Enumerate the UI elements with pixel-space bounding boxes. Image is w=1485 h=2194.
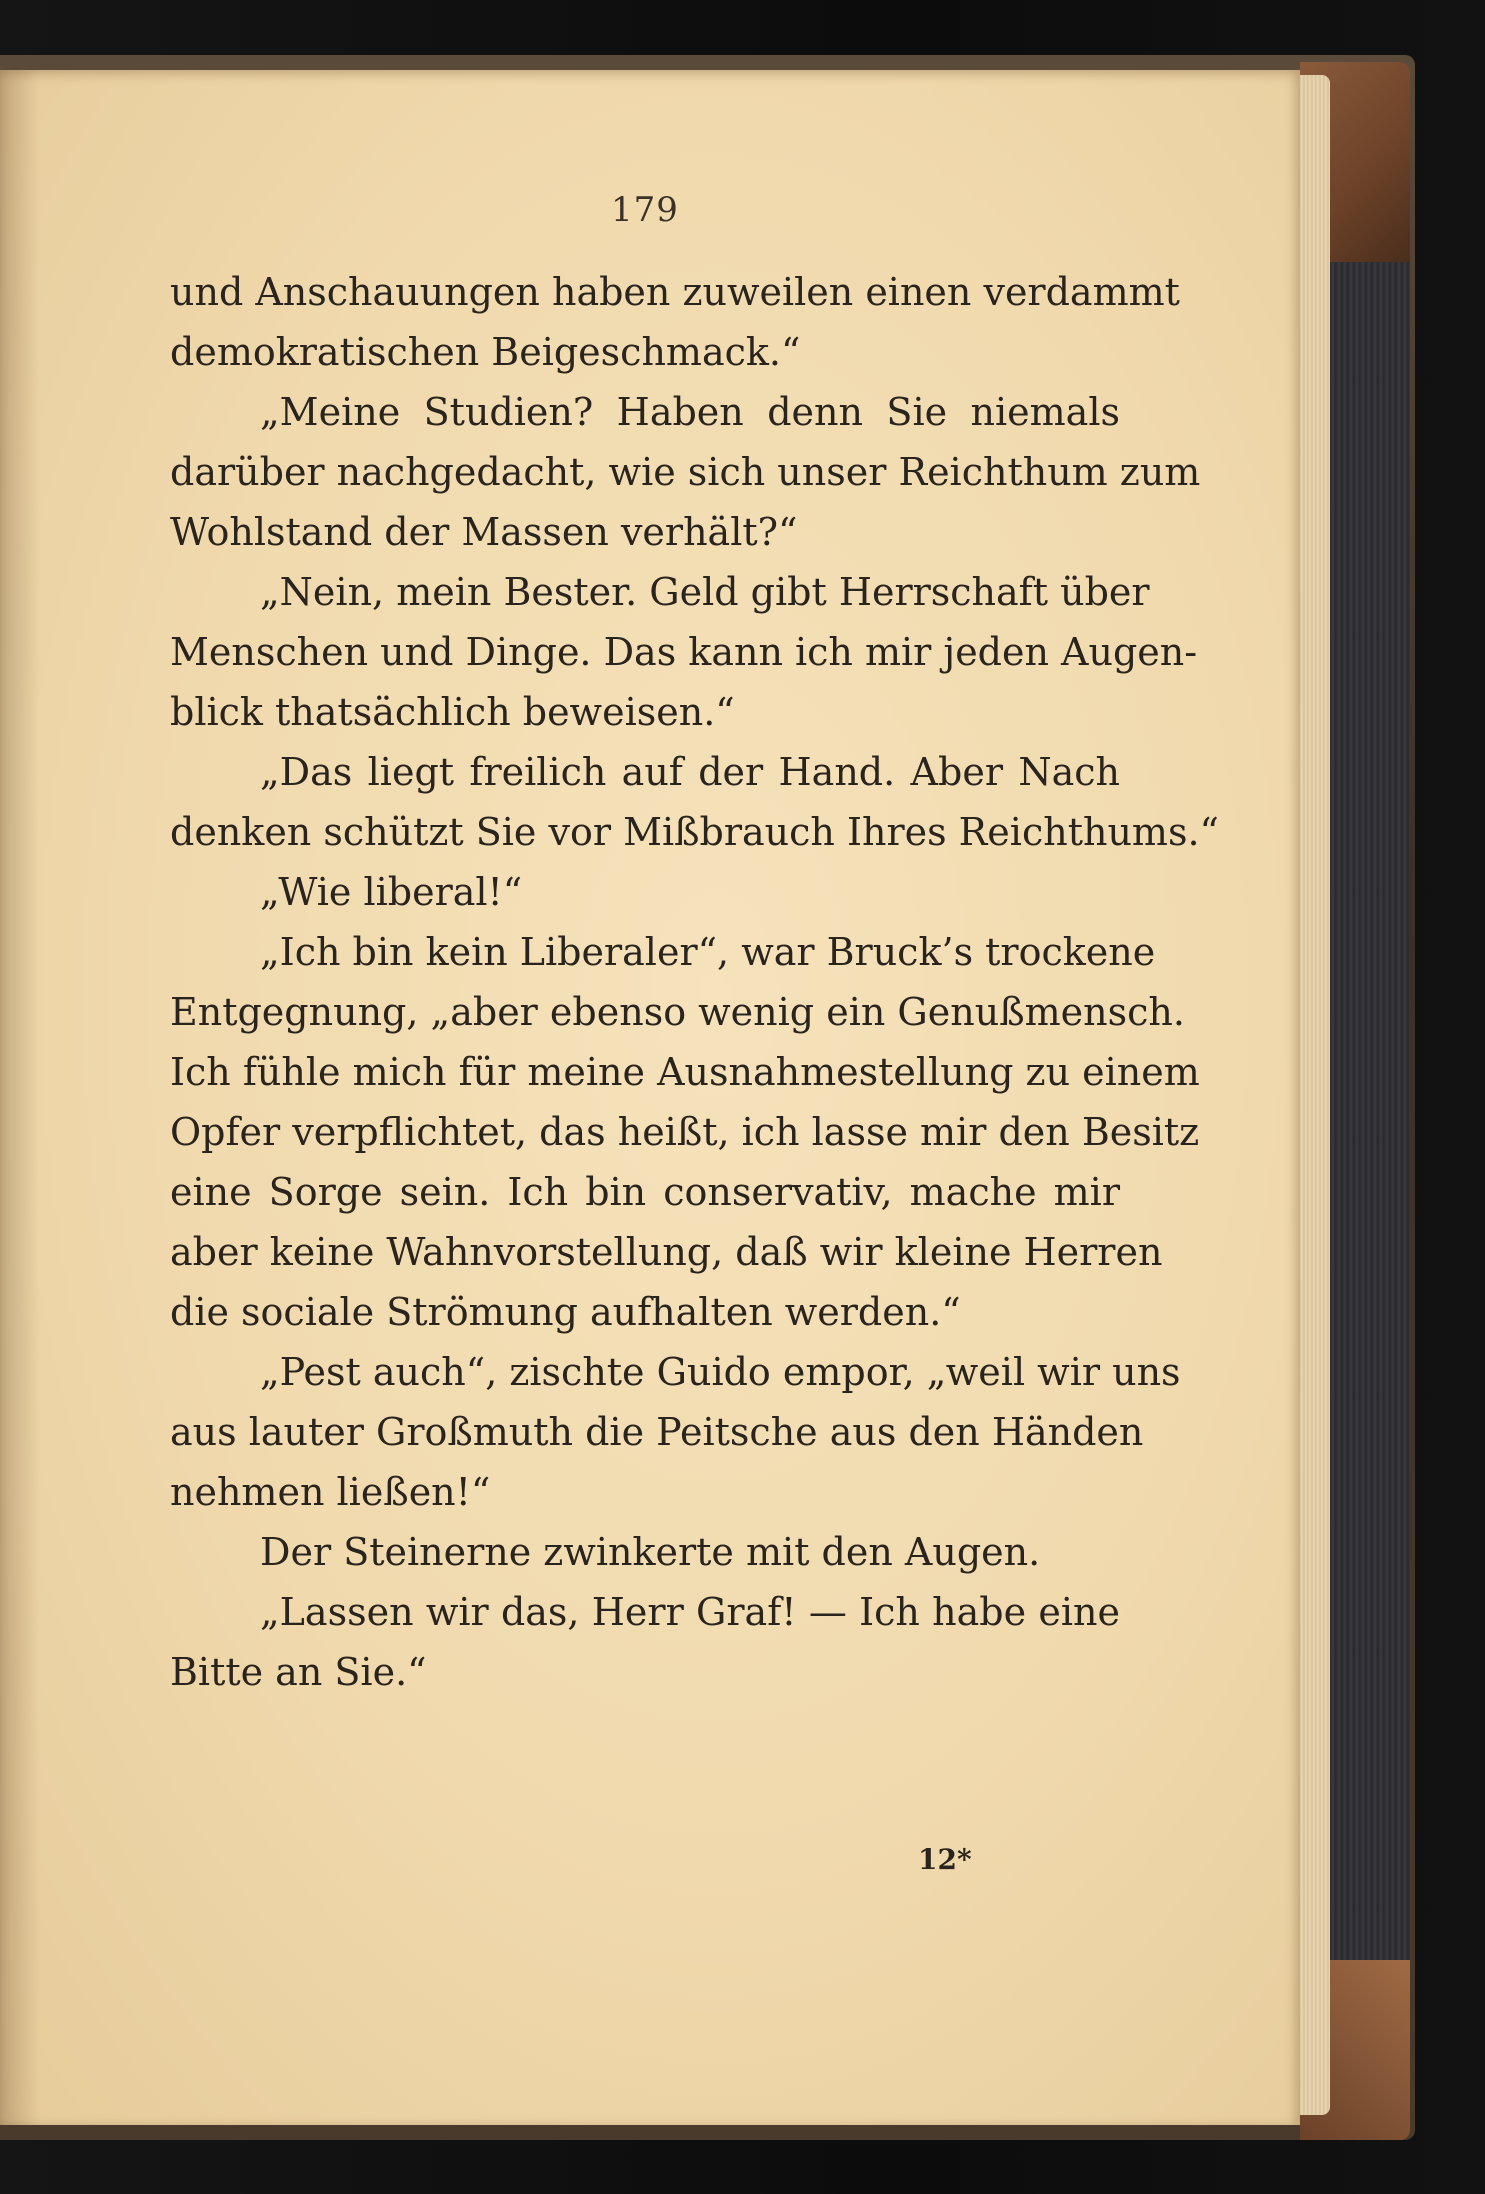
text-line: eine Sorge sein. Ich bin conservativ, mache mir (170, 1170, 1120, 1214)
text-line: Der Steinerne zwinkerte mit den Augen. (260, 1530, 1041, 1574)
signature-mark: 12* (918, 1843, 972, 1876)
text-line: „Lassen wir das, Herr Graf! — Ich habe eine (260, 1590, 1120, 1634)
text-line: „Nein, mein Bester. Geld gibt Herrschaft über (260, 570, 1150, 614)
text-line: nehmen ließen!“ (170, 1470, 491, 1514)
text-line: darüber nachgedacht, wie sich unser Reichthum zum (170, 450, 1201, 494)
cover-edge-strip (1330, 250, 1410, 1970)
text-line: und Anschauungen haben zuweilen einen verdammt (170, 270, 1180, 314)
text-line: blick thatsächlich beweisen.“ (170, 690, 735, 734)
gutter-shadow (0, 70, 40, 2125)
text-line: die sociale Strömung aufhalten werden.“ (170, 1290, 961, 1334)
text-line: Bitte an Sie.“ (170, 1650, 427, 1694)
page-number: 179 (611, 190, 679, 230)
text-line: „Pest auch“, zischte Guido empor, „weil wir uns (260, 1350, 1181, 1394)
text-line: demokratischen Beigeschmack.“ (170, 330, 801, 374)
body-text (170, 262, 1219, 1702)
text-line: aber keine Wahnvorstellung, daß wir kleine Herren (170, 1230, 1163, 1274)
text-line: Opfer verpflichtet, das heißt, ich lasse mir den Besitz (170, 1110, 1200, 1154)
text-line: aus lauter Großmuth die Peitsche aus den Händen (170, 1410, 1144, 1454)
text-line: „Wie liberal!“ (260, 870, 523, 914)
text-line: denken schützt Sie vor Mißbrauch Ihres Reichthums.“ (170, 810, 1219, 854)
text-line: Menschen und Dinge. Das kann ich mir jeden Augen- (170, 630, 1198, 674)
text-line: Ich fühle mich für meine Ausnahmestellung zu einem (170, 1050, 1200, 1094)
text-line: Wohlstand der Massen verhält?“ (170, 510, 798, 554)
text-line: „Ich bin kein Liberaler“, war Bruck’s trockene (260, 930, 1156, 974)
text-line: „Meine Studien? Haben denn Sie niemals (260, 390, 1120, 434)
text-line: Entgegnung, „aber ebenso wenig ein Genußmensch. (170, 990, 1185, 1034)
text-line: „Das liegt freilich auf der Hand. Aber Nach (260, 750, 1120, 794)
